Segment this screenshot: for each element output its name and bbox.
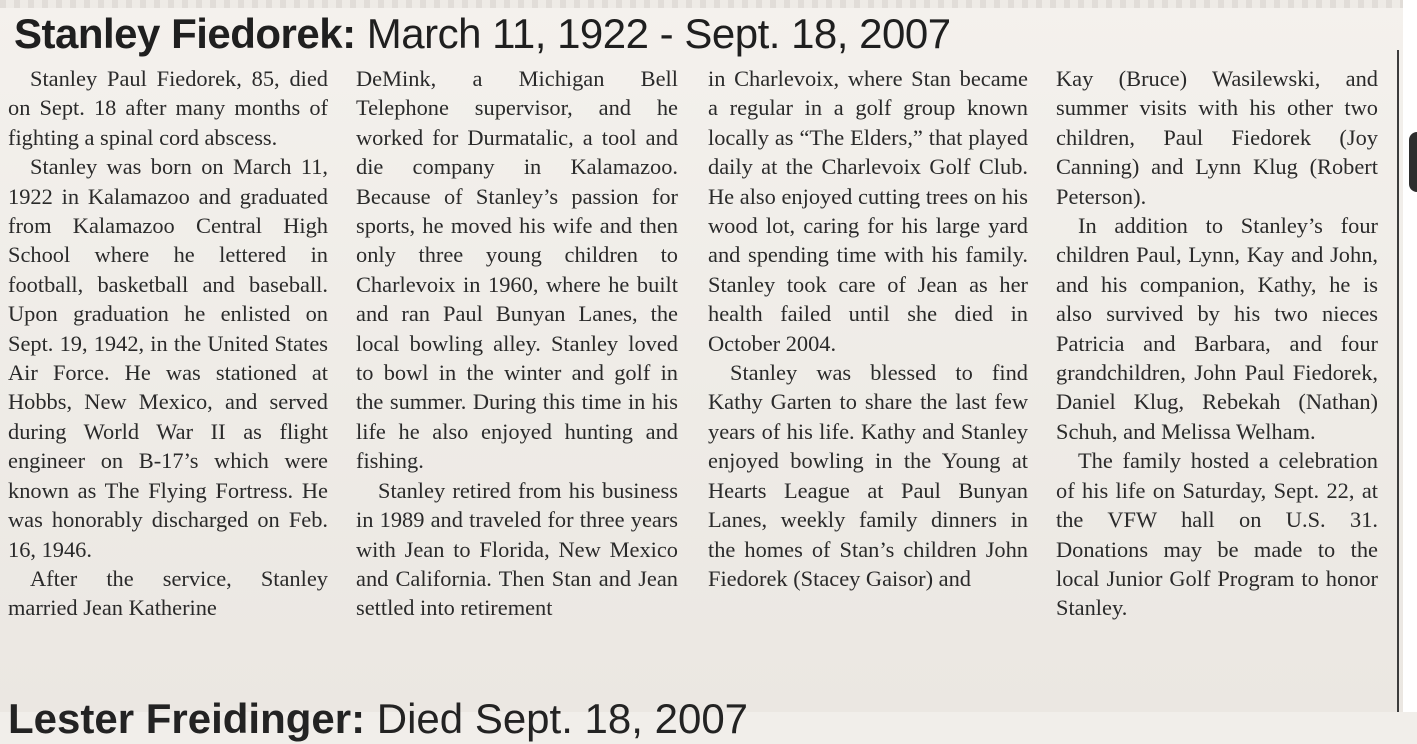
paragraph: Stanley retired from his business in 1989 and traveled for three years with Jean to Florida, New Mexico and California. Then Stan and Jean settled into retirement	[356, 477, 678, 621]
paragraph: In addition to Stanley’s four children Paul, Lynn, Kay and John, and his companion, Kathy, he is also survived by his two nieces Patricia and Barbara, and four grandchildren, John Paul Fiedorek, Daniel Klug, Rebekah (Nathan) Schuh, and Melissa Welham.	[1056, 213, 1378, 444]
paragraph: Kay (Bruce) Wasilewski, and summer visits with his other two children, Paul Fiedorek (Joy Canning) and Lynn Klug (Robert Peterson).	[1056, 66, 1378, 209]
scan-edge	[1403, 0, 1417, 712]
paragraph: in Charlevoix, where Stan became a regular in a golf group known locally as “The Elders,” that played daily at the Charlevoix Golf Club. He also enjoyed cutting trees on his wood lot, caring for his large yard and spending time with his family. Stanley took care of Jean as her health failed until she died in October 2004.	[708, 66, 1028, 356]
article-column-2	[356, 64, 678, 623]
paragraph: The family hosted a celebration of his life on Saturday, Sept. 22, at the VFW hall on U.S. 31. Donations may be made to the local Junior Golf Program to honor Stanley.	[1056, 448, 1378, 621]
column-rule	[1397, 50, 1399, 712]
paragraph: Stanley was born on March 11, 1922 in Kalamazoo and graduated from Kalamazoo Central High School where he lettered in football, basketball and baseball. Upon graduation he enlisted on Sept. 19, 1942, in the United States Air Force. He was stationed at Hobbs, New Mexico, and served during World War II as flight engineer on B-17’s which were known as The Flying Fortress. He was honorably discharged on Feb. 16, 1946.	[8, 154, 328, 562]
article-column-4	[1056, 64, 1378, 623]
obituary-headline	[14, 8, 1114, 60]
top-bleed-strip	[0, 0, 1417, 8]
next-headline-name: Lester Freidinger:	[8, 695, 366, 742]
scan-edge-shadow	[1409, 132, 1417, 192]
headline-name: Stanley Fiedorek:	[14, 10, 356, 57]
paragraph: Stanley Paul Fiedorek, 85, died on Sept. 18 after many months of fighting a spinal cord abscess.	[8, 66, 328, 150]
headline-dates: March 11, 1922 - Sept. 18, 2007	[366, 10, 951, 57]
paragraph: DeMink, a Michigan Bell Telephone supervisor, and he worked for Durmatalic, a tool and die company in Kalamazoo. Because of Stanley’s passion for sports, he moved his wife and then only three young children to Charlevoix in 1960, where he built and ran Paul Bunyan Lanes, the local bowling alley. Stanley loved to bowl in the winter and golf in the summer. During this time in his life he also enjoyed hunting and fishing.	[356, 66, 678, 474]
article-column-3	[708, 64, 1028, 593]
paragraph: Stanley was blessed to find Kathy Garten to share the last few years of his life. Kathy and Stanley enjoyed bowling in the Young at Hearts League at Paul Bunyan Lanes, weekly family dinners in the homes of Stan’s children John Fiedorek (Stacey Gaisor) and	[708, 360, 1028, 591]
paragraph: After the service, Stanley married Jean Katherine	[8, 565, 328, 621]
next-headline-dates: Died Sept. 18, 2007	[376, 695, 749, 742]
next-obituary-headline	[8, 690, 908, 742]
article-column-1	[8, 64, 328, 623]
